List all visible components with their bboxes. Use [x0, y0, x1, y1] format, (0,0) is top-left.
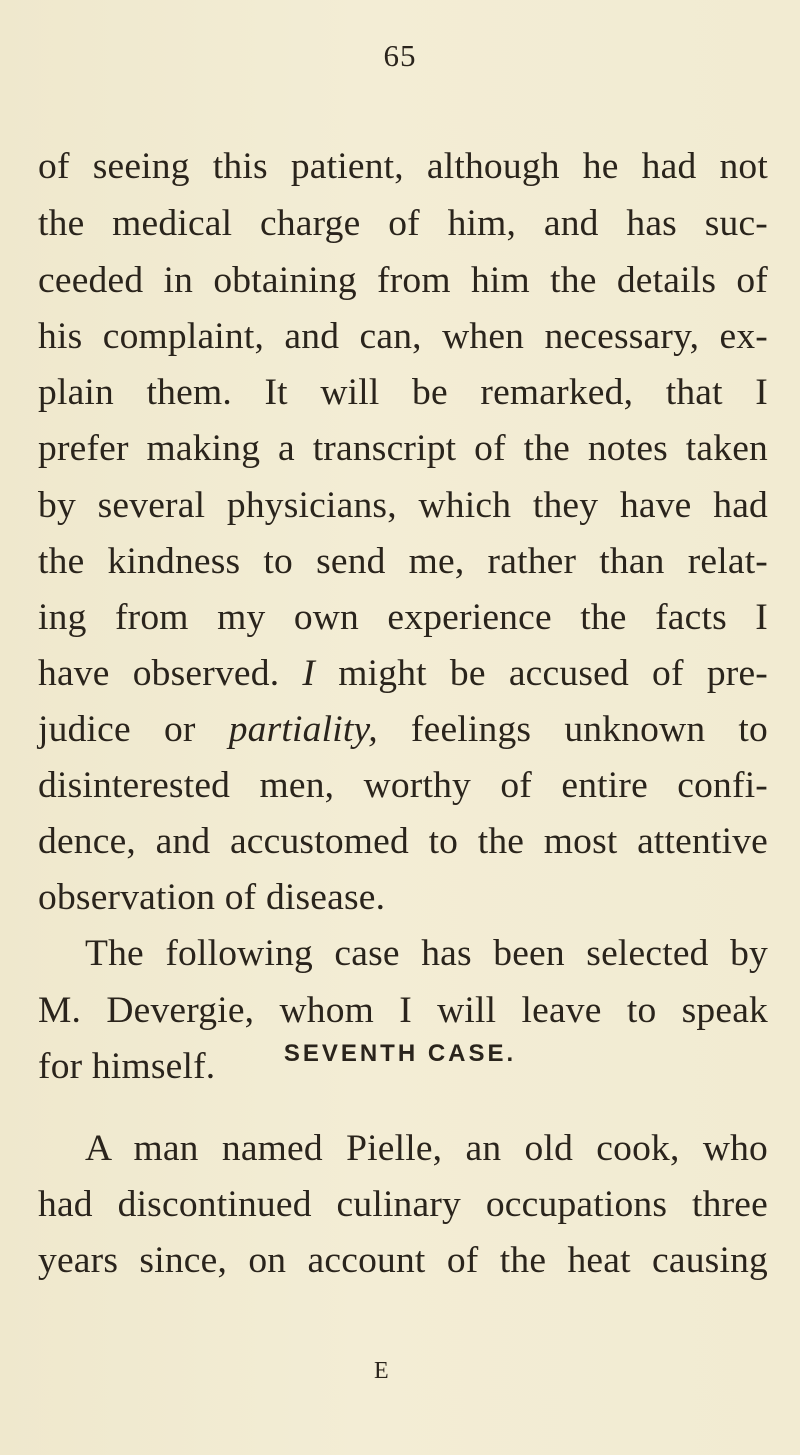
text-line: the kindness to send me, rather than relat- [38, 541, 768, 582]
text-line: The following case has been selected by [85, 933, 768, 974]
text-segment: feelings unknown to [410, 709, 769, 750]
signature-mark: E [374, 1358, 389, 1384]
text-line: for himself. [38, 1046, 216, 1087]
text-segment: might be accused of pre- [338, 653, 768, 694]
text-line: the medical charge of him, and has suc- [38, 203, 768, 244]
text-line: ceeded in obtaining from him the details of [38, 260, 768, 301]
text-line: disinterested men, worthy of entire confi- [38, 765, 768, 806]
text-line: A man named Pielle, an old cook, who [85, 1128, 768, 1169]
text-line: ing from my own experience the facts I [38, 597, 768, 638]
text-line: his complaint, and can, when necessary, ex- [38, 316, 768, 357]
text-line [38, 655, 768, 693]
text-line: prefer making a transcript of the notes taken [38, 428, 768, 469]
text-line: of seeing this patient, although he had not [38, 146, 768, 187]
section-heading: SEVENTH CASE. [283, 1040, 517, 1067]
text-line: by several physicians, which they have had [38, 485, 768, 526]
text-line: plain them. It will be remarked, that I [38, 372, 768, 413]
text-segment: have observed. [38, 653, 280, 694]
text-line: dence, and accustomed to the most attentive [38, 821, 768, 862]
text-line: years since, on account of the heat causing [38, 1240, 768, 1281]
italic-word: partiality, [228, 709, 378, 750]
text-line: observation of disease. [38, 877, 386, 918]
text-segment: judice or [38, 709, 196, 750]
text-line: M. Devergie, whom I will leave to speak [38, 990, 768, 1031]
text-line [38, 711, 768, 749]
page-number: 65 [383, 38, 417, 73]
text-line: had discontinued culinary occupations three [38, 1184, 768, 1225]
italic-word: I [302, 653, 316, 694]
